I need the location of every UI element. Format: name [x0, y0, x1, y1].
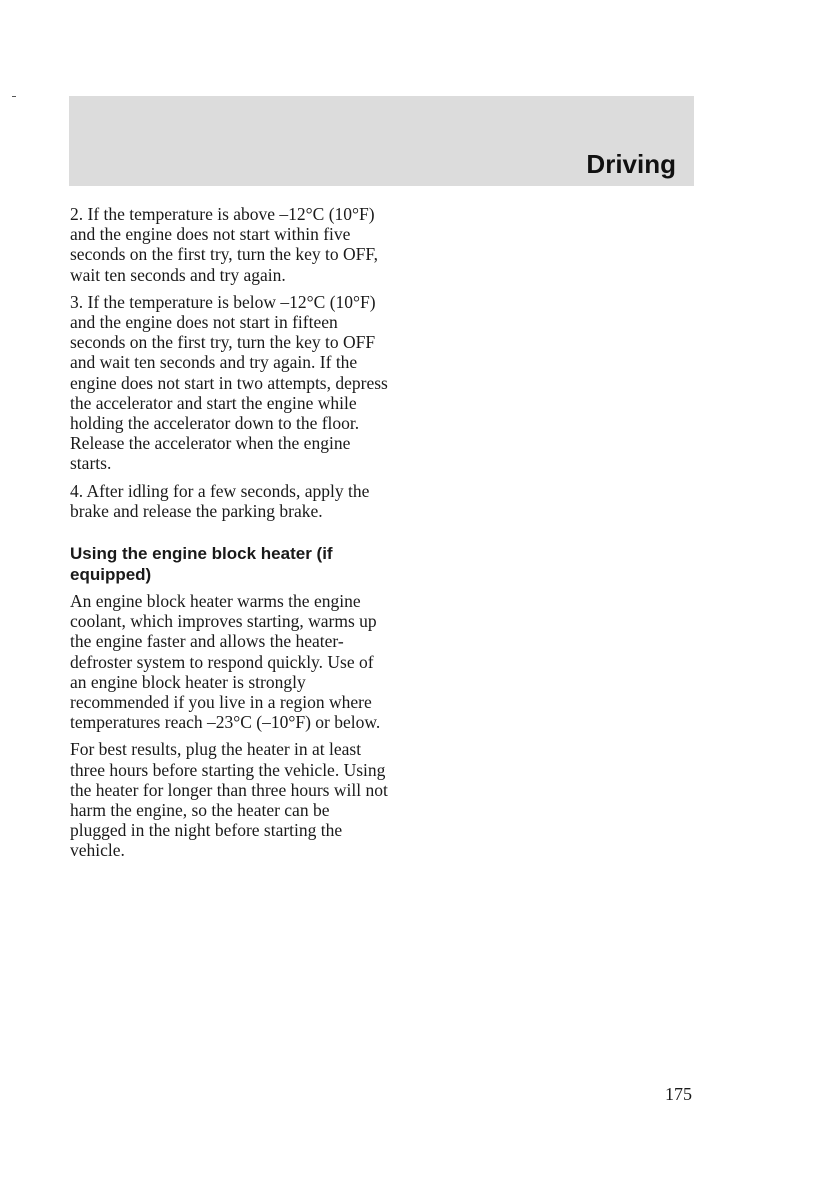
block-heater-heading: Using the engine block heater (if equipped): [70, 544, 333, 585]
block-heater-paragraph-2: For best results, plug the heater in at least three hours before starting the vehicle. Using the heater for longer than three hours will not harm the engine, so the heater can be plugged in the night before starting the vehicle.: [70, 739, 388, 861]
step-3-paragraph: 3. If the temperature is below –12°C (10°F) and the engine does not start in fifteen seconds on the first try, turn the key to OFF and wait ten seconds and try again. If the engine does not start in two attempts, depress the accelerator and start the engine while holding the accelerator down to the floor. Release the accelerator when the engine starts.: [70, 291, 388, 474]
section-title: Driving: [586, 149, 676, 179]
crop-mark: [12, 96, 16, 97]
step-2-paragraph: 2. If the temperature is above –12°C (10°F) and the engine does not start within five seconds on the first try, turn the key to OFF, wait ten seconds and try again.: [70, 204, 379, 285]
block-heater-paragraph-1: An engine block heater warms the engine coolant, which improves starting, warms up the engine faster and allows the heater- defroster system to respond quickly. Use of an engine block heater is strongly recommended if you live in a region where temperatures reach –23°C (–10°F) or below.: [70, 591, 381, 733]
page-number: 175: [665, 1084, 692, 1104]
main-text-column: [70, 204, 388, 868]
section-header-band: [69, 96, 694, 186]
step-4-paragraph: 4. After idling for a few seconds, apply the brake and release the parking brake.: [70, 480, 370, 521]
